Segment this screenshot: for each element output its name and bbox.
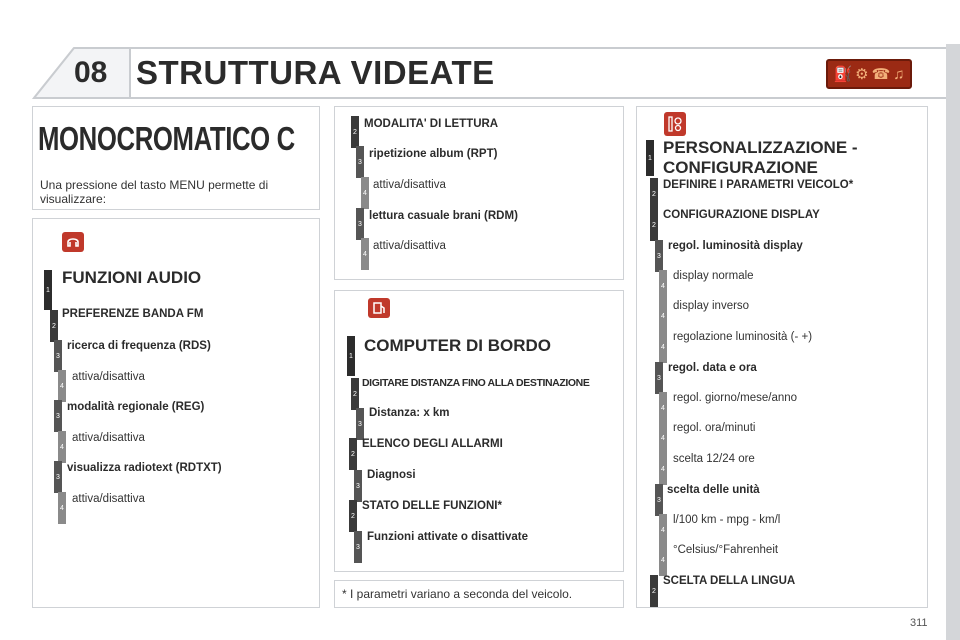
menu-item-level4: attiva/disattiva <box>72 493 145 505</box>
level-marker: 4 <box>659 514 667 546</box>
level-marker: 2 <box>351 378 359 410</box>
level-marker: 3 <box>54 340 62 372</box>
menu-item-level3: modalità regionale (REG) <box>67 401 205 413</box>
level-marker: 2 <box>650 575 658 607</box>
level-marker: 1 <box>44 270 52 310</box>
menu-item-level1: PERSONALIZZAZIONE - CONFIGURAZIONE <box>663 138 858 177</box>
level-marker: 4 <box>659 453 667 485</box>
display-type-title: MONOCROMATICO C <box>38 120 295 157</box>
level-marker: 3 <box>354 531 362 563</box>
menu-item-level4: attiva/disattiva <box>72 371 145 383</box>
level-marker: 4 <box>58 370 66 402</box>
level-marker: 2 <box>650 178 658 210</box>
menu-item-level2: DEFINIRE I PARAMETRI VEICOLO* <box>663 179 854 191</box>
level-marker: 3 <box>356 408 364 440</box>
menu-item-level4: attiva/disattiva <box>72 432 145 444</box>
menu-item-level4: l/100 km - mpg - km/l <box>673 514 781 526</box>
audio-icon <box>62 232 84 252</box>
menu-item-level4: attiva/disattiva <box>373 240 446 252</box>
side-bar <box>946 44 960 640</box>
level-marker: 3 <box>354 470 362 502</box>
menu-item-level3: ripetizione album (RPT) <box>369 148 498 160</box>
menu-item-level4: regol. ora/minuti <box>673 422 756 434</box>
fuel-icon: ⛽ <box>833 66 853 83</box>
level-marker: 4 <box>361 238 369 270</box>
menu-item-level4: display inverso <box>673 300 750 312</box>
menu-item-level2: SCELTA DELLA LINGUA <box>663 575 796 587</box>
settings-icon <box>664 112 686 136</box>
level-marker: 2 <box>351 116 359 148</box>
level-marker: 3 <box>655 362 663 394</box>
menu-item-level3: ricerca di frequenza (RDS) <box>67 340 211 352</box>
phone-icon: ☎ <box>871 66 891 83</box>
level-marker: 4 <box>659 422 667 454</box>
menu-item-level2: STATO DELLE FUNZIONI* <box>362 500 502 512</box>
level-marker: 3 <box>54 461 62 493</box>
gear-icon: ⚙ <box>855 66 869 83</box>
menu-item-level4: display normale <box>673 270 754 282</box>
menu-item-level3: scelta delle unità <box>667 484 760 496</box>
level-marker: 4 <box>659 544 667 576</box>
trip-computer-panel <box>334 290 624 572</box>
level-marker: 2 <box>650 209 658 241</box>
level-marker: 3 <box>655 240 663 272</box>
menu-item-level4: regolazione luminosità (- +) <box>673 331 813 343</box>
menu-item-level3: Funzioni attivate o disattivate <box>367 531 529 543</box>
menu-item-level4: regol. giorno/mese/anno <box>673 392 798 404</box>
menu-item-level4: °Celsius/°Fahrenheit <box>673 544 779 556</box>
level-marker: 4 <box>58 431 66 463</box>
menu-item-level3: Diagnosi <box>367 469 416 481</box>
level-marker: 2 <box>349 438 357 470</box>
menu-item-level2: CONFIGURAZIONE DISPLAY <box>663 209 820 221</box>
level-marker: 4 <box>58 492 66 524</box>
menu-item-level3: regol. data e ora <box>668 362 757 374</box>
intro-text: Una pressione del tasto MENU permette di visualizzare: <box>40 178 269 206</box>
level-marker: 3 <box>356 146 364 178</box>
level-marker: 1 <box>347 336 355 376</box>
menu-item-level2: MODALITA' DI LETTURA <box>364 118 499 130</box>
menu-item-level4: attiva/disattiva <box>373 179 446 191</box>
level-marker: 4 <box>659 331 667 363</box>
menu-item-level1: FUNZIONI AUDIO <box>62 268 202 287</box>
level-marker: 1 <box>646 140 654 176</box>
menu-item-level4: scelta 12/24 ore <box>673 453 755 465</box>
menu-icons-strip <box>826 59 912 89</box>
level-marker: 4 <box>659 392 667 424</box>
menu-item-level2: DIGITARE DISTANZA FINO ALLA DESTINAZIONE <box>362 377 590 389</box>
page-title: STRUTTURA VIDEATE <box>136 54 495 91</box>
music-icon: ♫ <box>893 65 905 83</box>
footnote: * I parametri variano a seconda del veicolo. <box>342 587 573 601</box>
chapter-number: 08 <box>74 56 108 89</box>
fuel-icon <box>368 298 390 318</box>
playback-panel <box>334 106 624 280</box>
menu-item-level3: regol. luminosità display <box>668 240 803 252</box>
page-number: 311 <box>910 617 928 629</box>
level-marker: 3 <box>356 208 364 240</box>
level-marker: 2 <box>50 310 58 342</box>
level-marker: 3 <box>655 484 663 516</box>
menu-item-level3: lettura casuale brani (RDM) <box>369 210 518 222</box>
level-marker: 2 <box>349 500 357 532</box>
level-marker: 4 <box>659 300 667 332</box>
level-marker: 4 <box>659 270 667 302</box>
level-marker: 4 <box>361 177 369 209</box>
level-marker: 3 <box>54 400 62 432</box>
menu-item-level3: Distanza: x km <box>369 407 450 419</box>
menu-item-level2: ELENCO DEGLI ALLARMI <box>362 438 503 450</box>
menu-item-level3: visualizza radiotext (RDTXT) <box>67 462 222 474</box>
menu-item-level2: PREFERENZE BANDA FM <box>62 308 204 320</box>
menu-item-level1: COMPUTER DI BORDO <box>364 336 551 355</box>
